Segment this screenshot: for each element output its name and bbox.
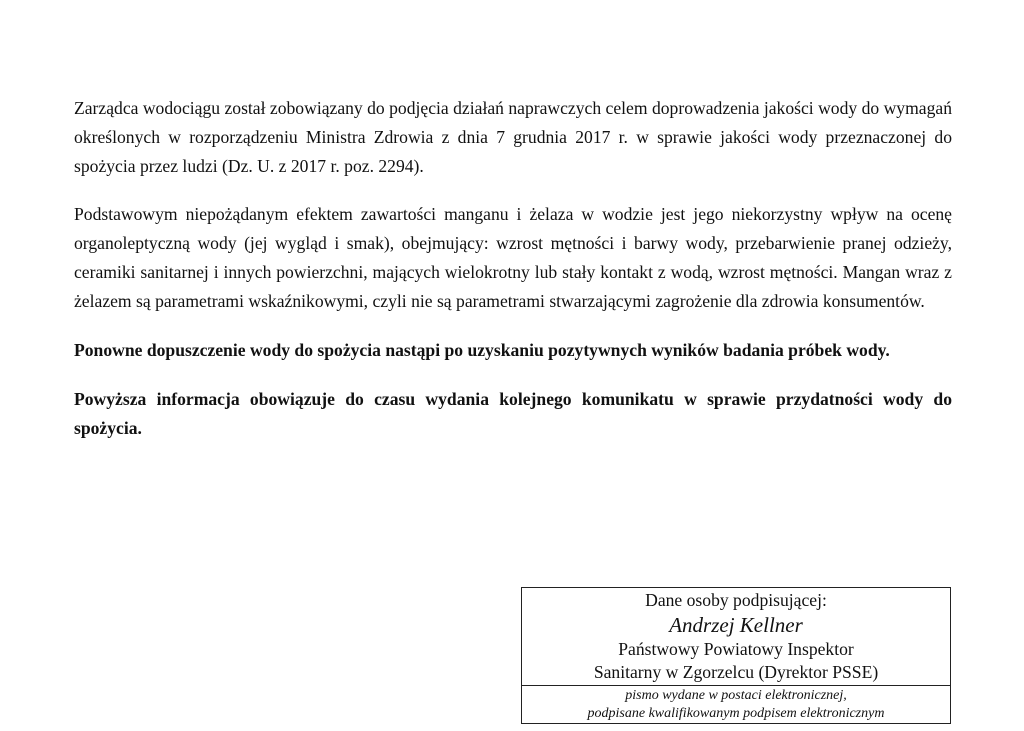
note-line2: podpisane kwalifikowanym podpisem elektronicznym — [587, 706, 885, 721]
signer-title-line2: Sanitarny w Zgorzelcu (Dyrektor PSSE) — [593, 662, 879, 682]
signer-name: Andrzej Kellner — [669, 613, 803, 637]
document-body — [74, 94, 952, 443]
paragraph-remedial-actions: Zarządca wodociągu został zobowiązany do podjęcia działań naprawczych celem doprowadzenia jakości wody do wymagań określonych w rozporządzeniu Ministra Zdrowia z dnia 7 grudnia 2017 r. w sprawie jakości wody przeznaczonej do spożycia przez ludzi (Dz. U. z 2017 r. poz. 2294). — [74, 98, 952, 176]
paragraph-readmission: Ponowne dopuszczenie wody do spożycia nastąpi po uzyskaniu pozytywnych wyników badania próbek wody. — [74, 340, 890, 360]
electronic-signature-note — [522, 686, 950, 723]
signer-heading: Dane osoby podpisującej: — [645, 590, 827, 610]
signer-details — [522, 588, 950, 686]
signer-title-line1: Państwowy Powiatowy Inspektor — [618, 639, 854, 659]
paragraph-manganese-iron-effects: Podstawowym niepożądanym efektem zawartości manganu i żelaza w wodzie jest jego niekorzystny wpływ na ocenę organoleptyczną wody (jej wygląd i smak), obejmujący: wzrost mętności i barwy wody, przebarwienie pranej odzieży, ceramiki sanitarnej i innych powierzchni, mających wielokrotny lub stały kontakt z wodą, wzrost mętności. Mangan wraz z żelazem są parametrami wskaźnikowymi, czyli nie są parametrami stwarzającymi zagrożenie dla zdrowia konsumentów. — [74, 204, 952, 311]
signature-box — [521, 587, 951, 724]
note-line1: pismo wydane w postaci elektronicznej, — [625, 688, 847, 703]
paragraph-validity: Powyższa informacja obowiązuje do czasu wydania kolejnego komunikatu w sprawie przydatności wody do spożycia. — [74, 389, 952, 438]
